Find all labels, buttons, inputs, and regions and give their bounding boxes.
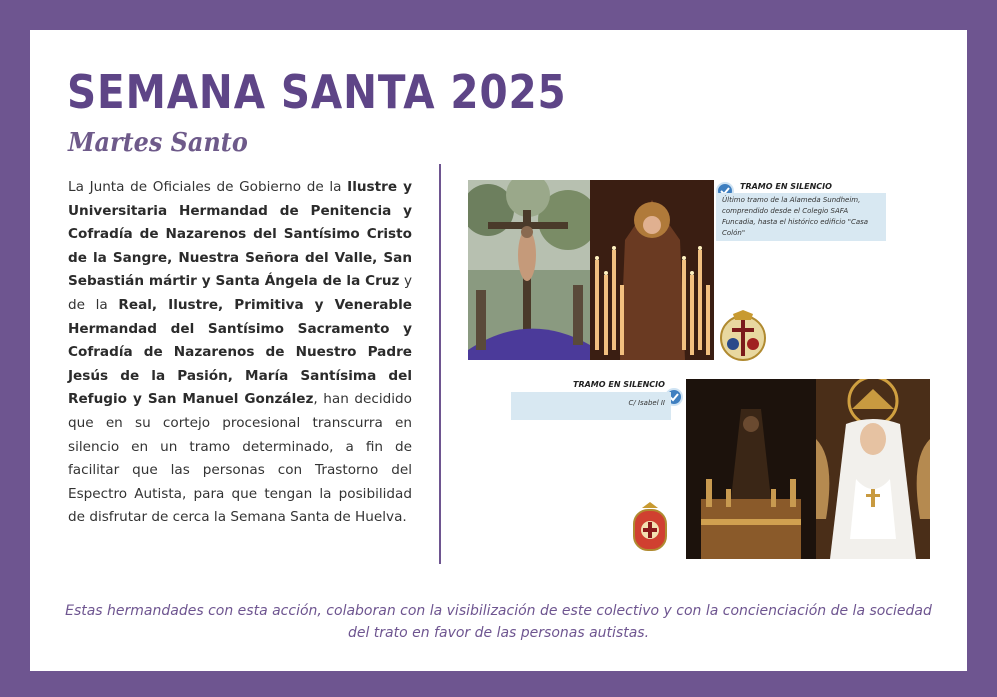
note-title-2: TRAMO EN SILENCIO	[573, 380, 665, 389]
footer-statement: Estas hermandades con esta acción, colaboran con la visibilización de este colectivo y con la concienciación de la sociedad del trato en favor de las personas autistas.	[65, 603, 932, 641]
brotherhood-name-1: Ilustre y Universitaria Hermandad de Penitencia y Cofradía de Nazarenos del Santísimo Cristo de la Sangre, Nuestra Señora del Valle, San Sebastián mártir y Santa Ángela de la Cruz	[68, 179, 412, 290]
note-text-1: Último tramo de la Alameda Sundheim, comprendido desde el Colegio SAFA Funcadia, hasta el histórico edificio "Casa Colón"	[716, 193, 886, 241]
text-conclusion: , han decidido que en su cortejo procesional transcurra en silencio en un tramo determinado, a fin de facilitar que las personas con Trastorno del Espectro Autista, para que tengan la posibilidad de disfrutar de cerca la Semana Santa de Huelva.	[68, 391, 412, 526]
page-title: SEMANA SANTA 2025	[67, 65, 567, 119]
text-connector: y de la	[68, 273, 412, 313]
brotherhood-seal-icon	[718, 310, 768, 366]
text-intro: La Junta de Oficiales de Gobierno de la	[68, 179, 348, 195]
poster-card	[30, 30, 967, 671]
crucifix-photo	[468, 180, 590, 360]
brotherhood-name-2: Real, Ilustre, Primitiva y Venerable Hermandad del Santísimo Sacramento y Cofradía de Nazarenos de Nuestro Padre Jesús de la Pasión, María Santísima del Refugio y San Manuel González	[68, 296, 412, 408]
vertical-divider	[439, 164, 441, 564]
note-title-1: TRAMO EN SILENCIO	[740, 182, 832, 191]
brotherhood-seal-icon	[630, 500, 670, 560]
virgin-refugio-photo	[816, 379, 930, 559]
page-subtitle: Martes Santo	[68, 128, 248, 158]
nazareno-procession-photo	[686, 379, 816, 559]
note-text-2: C/ Isabel II	[511, 392, 671, 420]
virgin-candles-photo	[590, 180, 714, 360]
announcement-text	[68, 176, 412, 530]
